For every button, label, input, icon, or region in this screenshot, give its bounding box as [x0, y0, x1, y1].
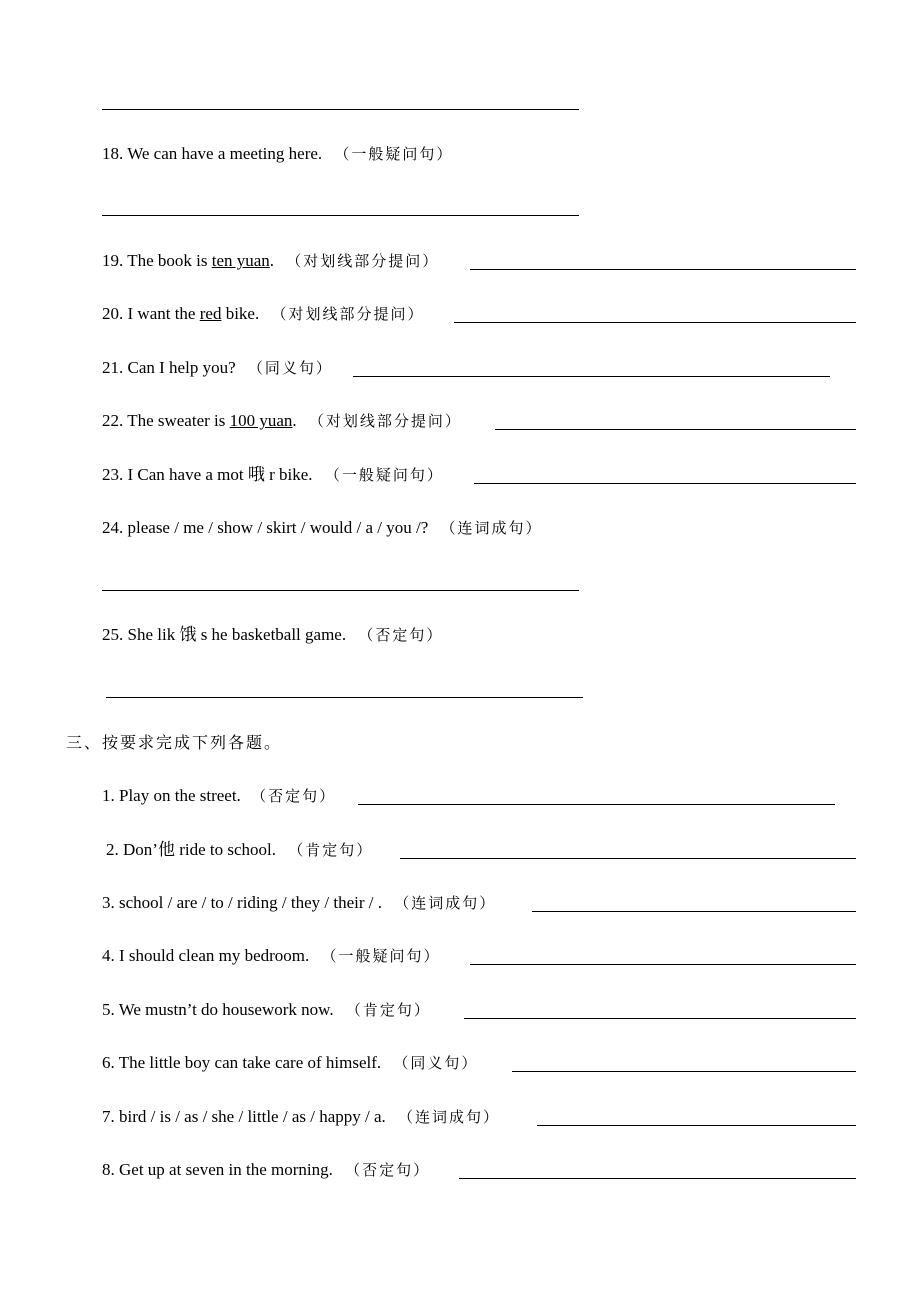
answer-line[interactable]	[470, 964, 856, 965]
answer-line[interactable]	[459, 1178, 856, 1179]
question-text-post: bike.	[221, 304, 260, 323]
question-text: 18. We can have a meeting here.	[102, 144, 323, 163]
question-hint: （同义句）	[247, 359, 333, 377]
question-hint: （对划线部分提问）	[286, 252, 440, 270]
question-hint: （对划线部分提问）	[271, 305, 425, 323]
question-hint: （一般疑问句）	[324, 466, 444, 484]
question-hint: （连词成句）	[394, 894, 497, 912]
question-text: 6. The little boy can take care of himself.	[102, 1053, 382, 1072]
section-heading: 三、按要求完成下列各题。	[66, 733, 283, 752]
question-text: 2. Don’他 ride to school.	[106, 840, 276, 859]
question-text: 3. school / are / to / riding / they / their / .	[102, 893, 382, 912]
answer-line[interactable]	[495, 429, 856, 430]
section3-item-4	[102, 945, 441, 967]
answer-line[interactable]	[353, 376, 830, 377]
answer-line[interactable]	[454, 322, 856, 323]
underlined-phrase: red	[199, 304, 222, 323]
question-text: 8. Get up at seven in the morning.	[102, 1160, 333, 1179]
section3-item-5	[102, 999, 431, 1021]
answer-line[interactable]	[512, 1071, 856, 1072]
question-text: 4. I should clean my bedroom.	[102, 946, 310, 965]
question-hint: （一般疑问句）	[321, 947, 441, 965]
question-text-pre: 20. I want the	[102, 304, 200, 323]
question-text: 7. bird / is / as / she / little / as / happy / a.	[102, 1107, 386, 1126]
question-hint: （肯定句）	[345, 1001, 431, 1019]
section3-item-8	[102, 1159, 430, 1181]
section3-item-3	[102, 892, 496, 914]
answer-line[interactable]	[537, 1125, 856, 1126]
answer-line[interactable]	[102, 215, 579, 216]
section3-item-2	[106, 839, 373, 861]
question-text: 23. I Can have a mot 哦 r bike.	[102, 465, 313, 484]
question-hint: （否定句）	[251, 787, 337, 805]
question-text-post: .	[292, 411, 297, 430]
question-text: 24. please / me / show / skirt / would / a / you /?	[102, 518, 429, 537]
answer-line[interactable]	[400, 858, 856, 859]
answer-line[interactable]	[106, 697, 583, 698]
question-text: 5. We mustn’t do housework now.	[102, 1000, 334, 1019]
answer-line[interactable]	[358, 804, 835, 805]
question-hint: （同义句）	[393, 1054, 479, 1072]
question-text-pre: 19. The book is	[102, 251, 212, 270]
answer-line[interactable]	[532, 911, 856, 912]
question-text: 21. Can I help you?	[102, 358, 236, 377]
answer-line[interactable]	[474, 483, 856, 484]
question-23	[102, 464, 444, 486]
question-hint: （对划线部分提问）	[308, 412, 462, 430]
question-hint: （连词成句）	[398, 1108, 501, 1126]
question-text: 25. She lik 饿 s he basketball game.	[102, 625, 347, 644]
question-hint: （肯定句）	[288, 841, 374, 859]
answer-line[interactable]	[102, 109, 579, 110]
question-20	[102, 303, 425, 325]
section3-item-6	[102, 1052, 478, 1074]
question-hint: （一般疑问句）	[334, 145, 454, 163]
section3-item-7	[102, 1106, 500, 1128]
question-24	[102, 517, 543, 539]
answer-line[interactable]	[102, 590, 579, 591]
section3-item-1	[102, 785, 336, 807]
underlined-phrase: ten yuan	[211, 251, 270, 270]
question-25	[102, 624, 443, 646]
question-21	[102, 357, 333, 379]
question-text-post: .	[269, 251, 275, 270]
question-text-pre: 22. The sweater is	[102, 411, 230, 430]
answer-line[interactable]	[470, 269, 856, 270]
question-hint: （否定句）	[345, 1161, 431, 1179]
question-text: 1. Play on the street.	[102, 786, 241, 805]
answer-line[interactable]	[464, 1018, 856, 1019]
question-hint: （否定句）	[358, 626, 444, 644]
question-19	[102, 250, 439, 272]
question-hint: （连词成句）	[440, 519, 543, 537]
question-22	[102, 410, 462, 432]
question-18	[102, 143, 453, 165]
underlined-phrase: 100 yuan	[229, 411, 293, 430]
